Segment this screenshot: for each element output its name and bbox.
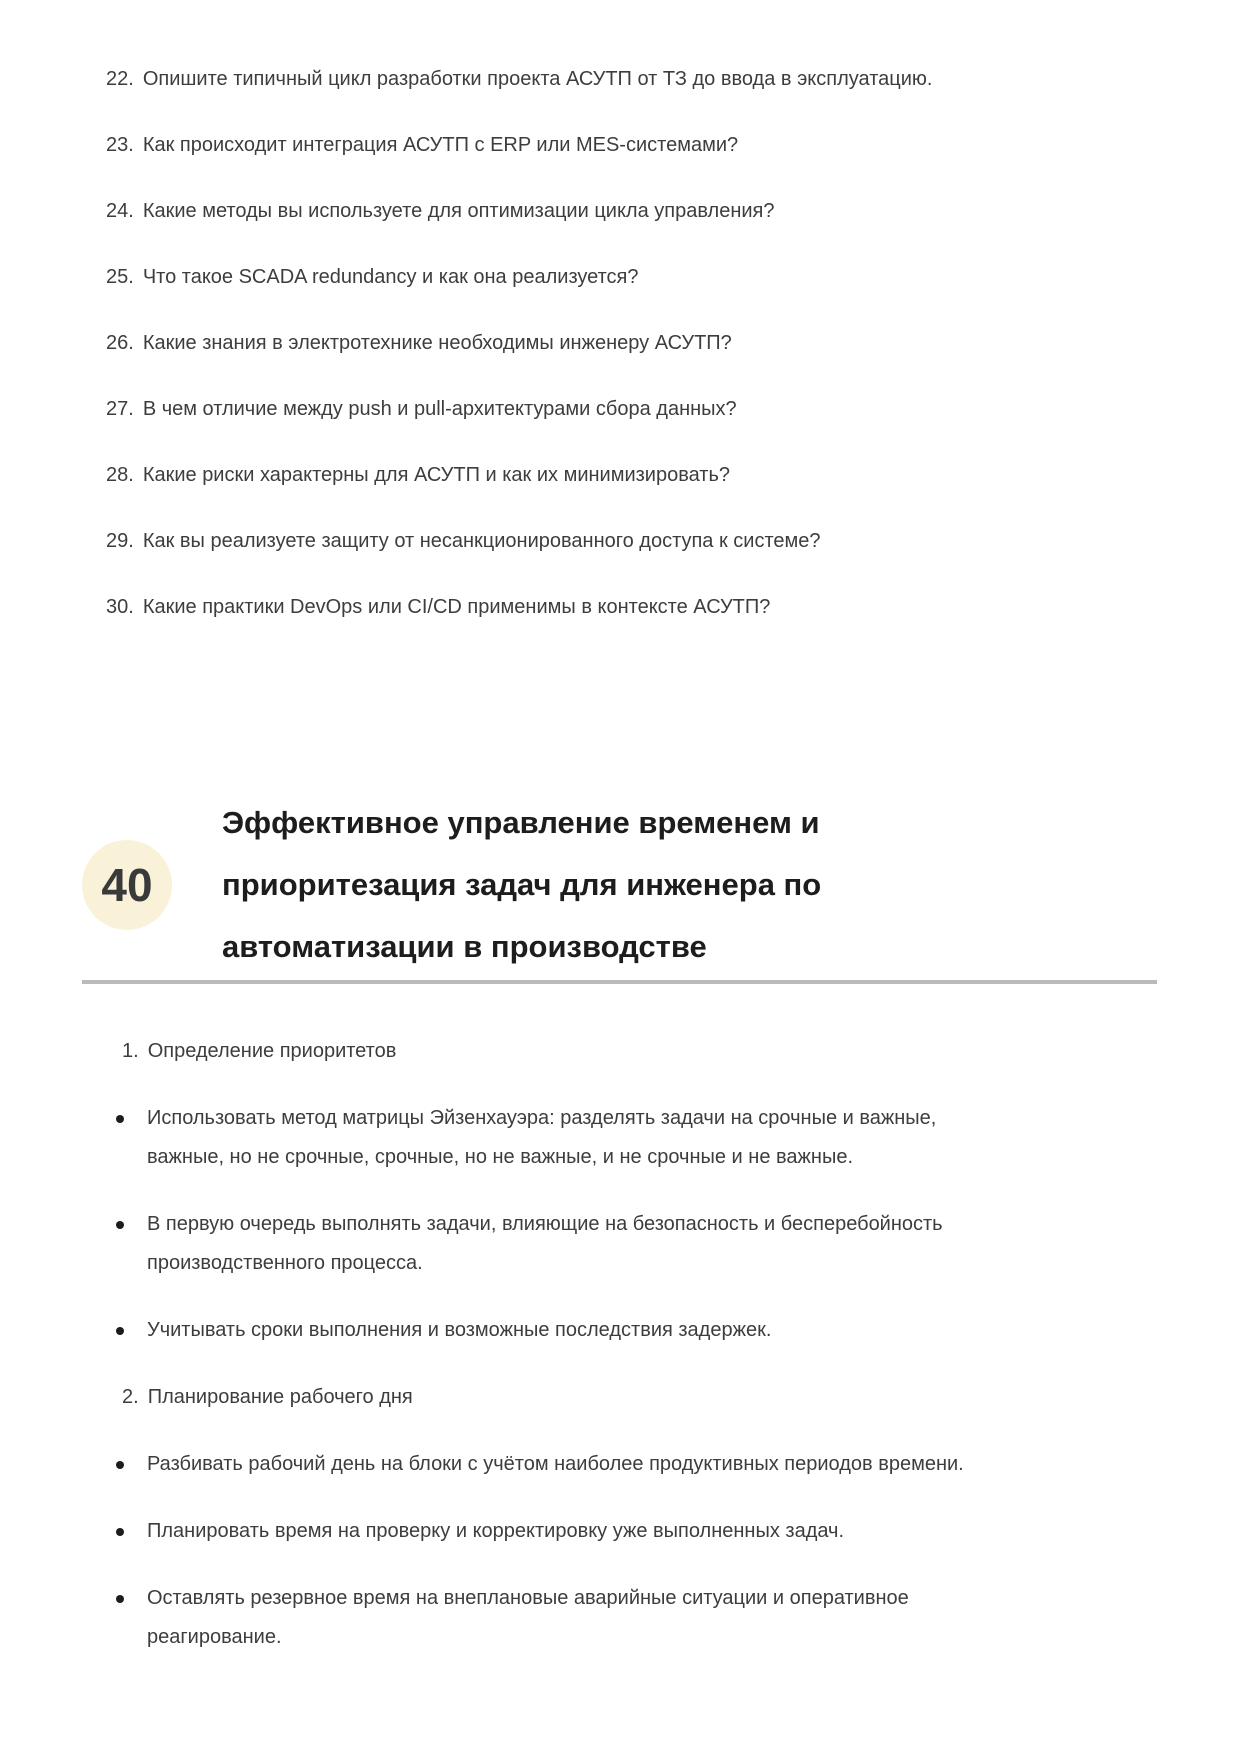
- question-text: Какие риски характерны для АСУТП и как их минимизировать?: [142, 464, 731, 486]
- question-text: Как вы реализуете защиту от несанкционированного доступа к системе?: [142, 530, 821, 552]
- question-text: Что такое SCADA redundancy и как она реализуется?: [142, 266, 639, 288]
- list-item-bullet: [0, 1579, 1239, 1657]
- question-number: 27.: [106, 398, 134, 420]
- list-item-numbered: [0, 1378, 1239, 1417]
- question-text: Опишите типичный цикл разработки проекта АСУТП от ТЗ до ввода в эксплуатацию.: [142, 68, 933, 90]
- list-item-bullet: [0, 1445, 1239, 1484]
- question-number: 26.: [106, 332, 134, 354]
- question-item: [106, 462, 1199, 488]
- list-item-bullet: [0, 1099, 1239, 1177]
- question-item: [106, 198, 1199, 224]
- question-text: Как происходит интеграция АСУТП с ERP или MES-системами?: [142, 134, 739, 156]
- question-item: [106, 264, 1199, 290]
- item-text: Использовать метод матрицы Эйзенхауэра: разделять задачи на срочные и важные, важные, но не срочные, срочные, но не важные, и не срочные и не важные.: [147, 1107, 937, 1168]
- bullet-icon: [116, 1461, 124, 1469]
- question-number: 30.: [106, 596, 134, 618]
- item-text: Разбивать рабочий день на блоки с учётом наиболее продуктивных периодов времени.: [147, 1453, 964, 1475]
- list-item-numbered: [0, 1032, 1239, 1071]
- question-number: 25.: [106, 266, 134, 288]
- list-item-bullet: [0, 1512, 1239, 1551]
- question-item: [106, 528, 1199, 554]
- question-number: 23.: [106, 134, 134, 156]
- question-text: Какие методы вы используете для оптимизации цикла управления?: [142, 200, 775, 222]
- section-divider: [82, 980, 1157, 984]
- question-item: [106, 66, 1199, 92]
- section-title: Эффективное управление временем и приоритезация задач для инженера по автоматизации в производстве: [222, 805, 822, 964]
- list-item-bullet: [0, 1205, 1239, 1283]
- bullet-icon: [116, 1221, 124, 1229]
- question-item: [106, 132, 1199, 158]
- question-item: [106, 594, 1199, 620]
- question-list: [0, 0, 1239, 620]
- item-text: В первую очередь выполнять задачи, влияющие на безопасность и бесперебойность производственного процесса.: [147, 1213, 943, 1274]
- question-text: Какие знания в электротехнике необходимы инженеру АСУТП?: [142, 332, 732, 354]
- item-number: 1.: [122, 1040, 139, 1062]
- item-text: Учитывать сроки выполнения и возможные последствия задержек.: [147, 1319, 772, 1341]
- bullet-icon: [116, 1327, 124, 1335]
- question-text: В чем отличие между push и pull-архитектурами сбора данных?: [142, 398, 737, 420]
- item-text: Оставлять резервное время на внеплановые аварийные ситуации и оперативное реагирование.: [147, 1587, 909, 1648]
- question-text: Какие практики DevOps или CI/CD применимы в контексте АСУТП?: [142, 596, 771, 618]
- section-number-badge: 40: [82, 840, 172, 930]
- question-number: 24.: [106, 200, 134, 222]
- list-item-bullet: [0, 1311, 1239, 1350]
- bullet-icon: [116, 1528, 124, 1536]
- item-text: Планировать время на проверку и корректировку уже выполненных задач.: [147, 1520, 845, 1542]
- question-number: 28.: [106, 464, 134, 486]
- bullet-icon: [116, 1595, 124, 1603]
- section-header: [0, 792, 1239, 978]
- bullet-icon: [116, 1115, 124, 1123]
- question-item: [106, 330, 1199, 356]
- item-number: 2.: [122, 1386, 139, 1408]
- item-text: Планирование рабочего дня: [147, 1386, 413, 1408]
- question-item: [106, 396, 1199, 422]
- item-text: Определение приоритетов: [147, 1040, 397, 1062]
- content-list: [0, 1032, 1239, 1657]
- question-number: 22.: [106, 68, 134, 90]
- question-number: 29.: [106, 530, 134, 552]
